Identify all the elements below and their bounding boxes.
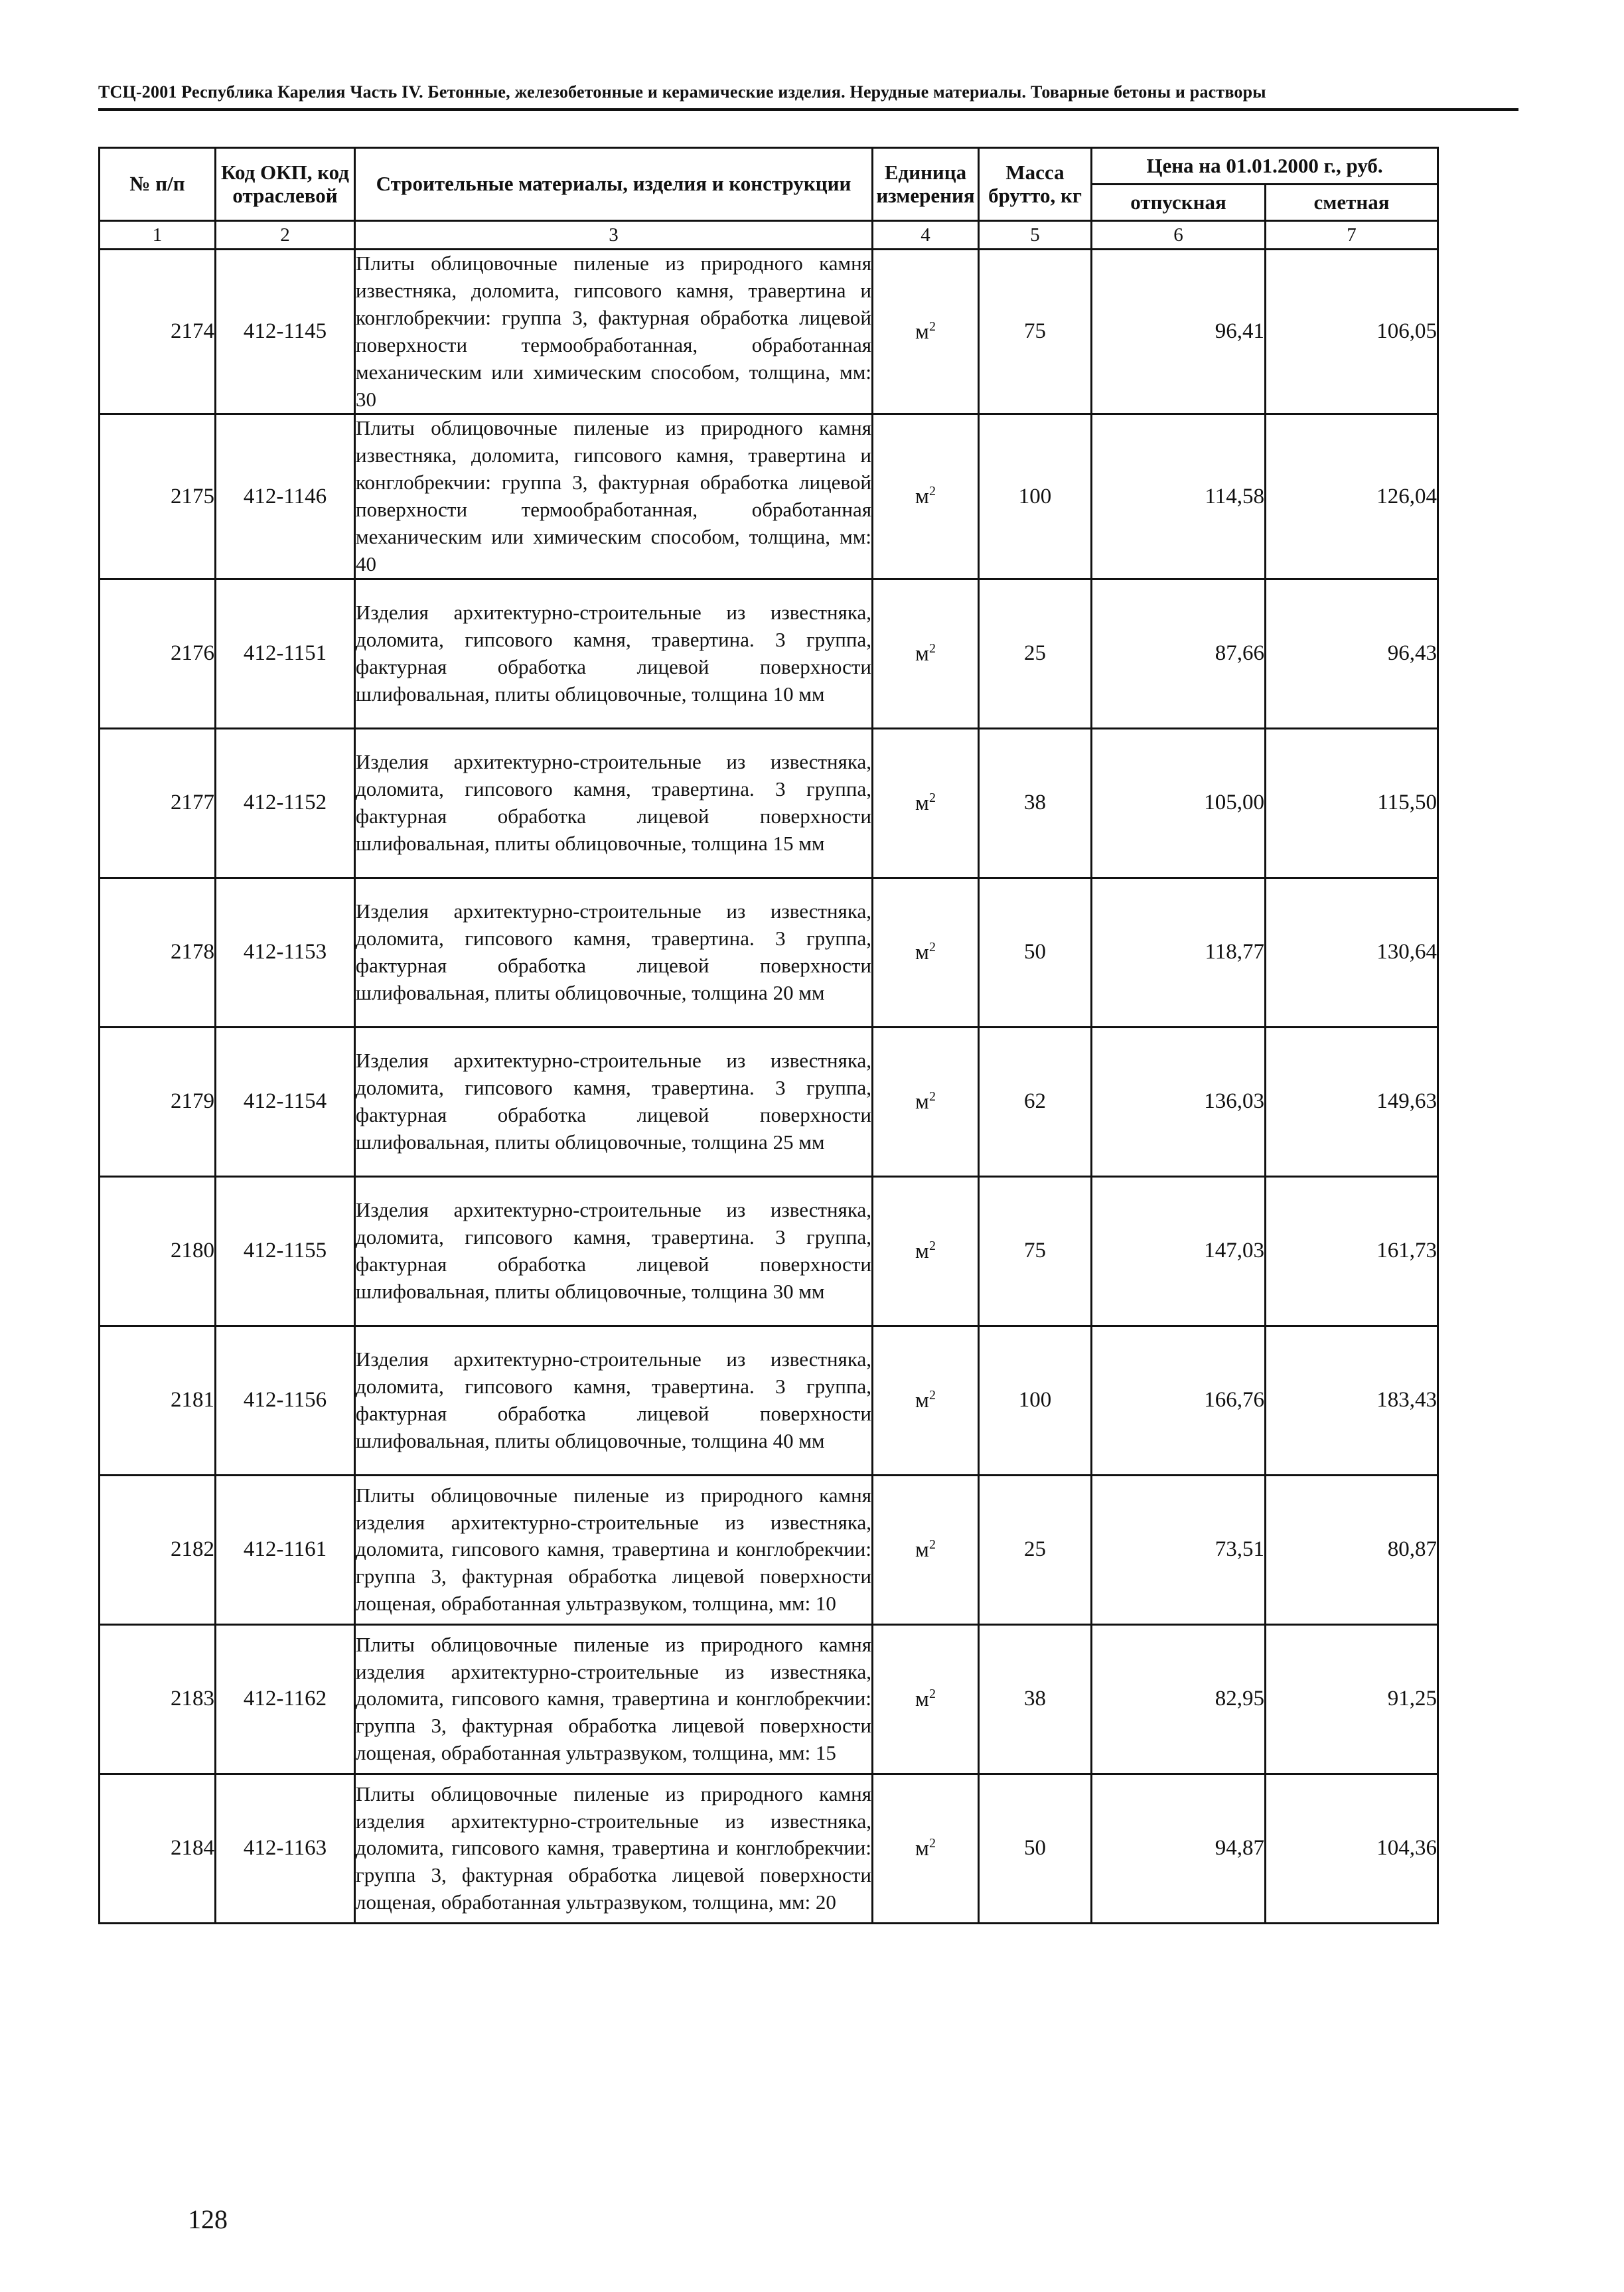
row-number-cell: 2176 (100, 579, 216, 728)
unit-superscript: 2 (928, 1387, 936, 1403)
material-description-cell: Плиты облицовочные пиленые из природного камня изделия архитектурно-строительные из известняка, доломита, гипсового камня, травертина и конглобрекчии: группа 3, фактурная обработка лицевой поверхности лощеная, обработанная ультразвуком, толщина, мм: 20 (355, 1774, 873, 1923)
unit-text: м (915, 1388, 929, 1413)
running-head: ТСЦ-2001 Республика Карелия Часть IV. Бетонные, железобетонные и керамические изделия. Нерудные материалы. Товарные бетоны и растворы (98, 82, 1266, 102)
unit-cell (873, 1027, 979, 1176)
unit-superscript: 2 (928, 1238, 936, 1253)
table-row (100, 1624, 1438, 1774)
unit-superscript: 2 (928, 484, 936, 499)
unit-cell (873, 728, 979, 878)
row-number-cell: 2174 (100, 250, 216, 414)
header-mass: Масса брутто, кг (979, 148, 1092, 221)
material-description-cell: Изделия архитектурно-строительные из известняка, доломита, гипсового камня, травертина. 3 группа, фактурная обработка лицевой поверхности шлифовальная, плиты облицовочные, толщина 25 мм (355, 1027, 873, 1176)
unit-text: м (915, 1239, 929, 1263)
unit-text: м (915, 940, 929, 964)
material-description-cell: Изделия архитектурно-строительные из известняка, доломита, гипсового камня, травертина. 3 группа, фактурная обработка лицевой поверхности шлифовальная, плиты облицовочные, толщина 30 мм (355, 1176, 873, 1326)
column-number: 4 (873, 221, 979, 250)
price-release-cell: 136,03 (1092, 1027, 1266, 1176)
unit-superscript: 2 (928, 790, 936, 805)
unit-cell (873, 1475, 979, 1624)
mass-cell: 100 (979, 414, 1092, 579)
mass-cell: 75 (979, 250, 1092, 414)
table-row (100, 1176, 1438, 1326)
unit-superscript: 2 (928, 1537, 936, 1552)
unit-superscript: 2 (928, 1089, 936, 1104)
price-release-cell: 166,76 (1092, 1326, 1266, 1475)
unit-superscript: 2 (928, 319, 936, 334)
row-number-cell: 2183 (100, 1624, 216, 1774)
okp-code-cell: 412-1145 (216, 250, 355, 414)
header-num: № п/п (100, 148, 216, 221)
price-release-cell: 82,95 (1092, 1624, 1266, 1774)
row-number-cell: 2180 (100, 1176, 216, 1326)
row-number-cell: 2182 (100, 1475, 216, 1624)
price-release-cell: 96,41 (1092, 250, 1266, 414)
header-okp-code: Код ОКП, код отраслевой (216, 148, 355, 221)
unit-cell (873, 878, 979, 1027)
price-estimate-cell: 106,05 (1266, 250, 1438, 414)
header-price-group: Цена на 01.01.2000 г., руб. (1092, 148, 1438, 185)
unit-cell (873, 250, 979, 414)
row-number-cell: 2175 (100, 414, 216, 579)
mass-cell: 50 (979, 878, 1092, 1027)
okp-code-cell: 412-1151 (216, 579, 355, 728)
mass-cell: 75 (979, 1176, 1092, 1326)
price-release-cell: 87,66 (1092, 579, 1266, 728)
price-estimate-cell: 91,25 (1266, 1624, 1438, 1774)
price-release-cell: 105,00 (1092, 728, 1266, 878)
column-number: 1 (100, 221, 216, 250)
okp-code-cell: 412-1154 (216, 1027, 355, 1176)
price-estimate-cell: 96,43 (1266, 579, 1438, 728)
table-row (100, 728, 1438, 878)
price-estimate-cell: 126,04 (1266, 414, 1438, 579)
header-price-release: отпускная (1092, 185, 1266, 221)
column-number: 6 (1092, 221, 1266, 250)
table-row (100, 1027, 1438, 1176)
price-estimate-cell: 115,50 (1266, 728, 1438, 878)
material-description-cell: Плиты облицовочные пиленые из природного камня изделия архитектурно-строительные из известняка, доломита, гипсового камня, травертина и конглобрекчии: группа 3, фактурная обработка лицевой поверхности лощеная, обработанная ультразвуком, толщина, мм: 10 (355, 1475, 873, 1624)
mass-cell: 100 (979, 1326, 1092, 1475)
price-estimate-cell: 149,63 (1266, 1027, 1438, 1176)
material-description-cell: Изделия архитектурно-строительные из известняка, доломита, гипсового камня, травертина. 3 группа, фактурная обработка лицевой поверхности шлифовальная, плиты облицовочные, толщина 15 мм (355, 728, 873, 878)
price-estimate-cell: 80,87 (1266, 1475, 1438, 1624)
row-number-cell: 2177 (100, 728, 216, 878)
okp-code-cell: 412-1161 (216, 1475, 355, 1624)
table-row (100, 878, 1438, 1027)
price-estimate-cell: 130,64 (1266, 878, 1438, 1027)
okp-code-cell: 412-1163 (216, 1774, 355, 1923)
price-estimate-cell: 183,43 (1266, 1326, 1438, 1475)
mass-cell: 25 (979, 1475, 1092, 1624)
unit-text: м (915, 1537, 929, 1562)
price-release-cell: 147,03 (1092, 1176, 1266, 1326)
page-number: 128 (188, 2204, 228, 2234)
price-release-cell: 73,51 (1092, 1475, 1266, 1624)
price-estimate-cell: 104,36 (1266, 1774, 1438, 1923)
column-number: 5 (979, 221, 1092, 250)
header-price-estimate: сметная (1266, 185, 1438, 221)
header-unit: Единица измерения (873, 148, 979, 221)
price-release-cell: 94,87 (1092, 1774, 1266, 1923)
mass-cell: 25 (979, 579, 1092, 728)
table-row (100, 1774, 1438, 1923)
row-number-cell: 2179 (100, 1027, 216, 1176)
unit-text: м (915, 791, 929, 815)
okp-code-cell: 412-1146 (216, 414, 355, 579)
okp-code-cell: 412-1155 (216, 1176, 355, 1326)
unit-superscript: 2 (928, 641, 936, 656)
row-number-cell: 2181 (100, 1326, 216, 1475)
table-row (100, 1475, 1438, 1624)
unit-cell (873, 1624, 979, 1774)
material-description-cell: Плиты облицовочные пиленые из природного камня известняка, доломита, гипсового камня, травертина и конглобрекчии: группа 3, фактурная обработка лицевой поверхности термообработанная, обработанная механическим или химическим способом, толщина, мм: 30 (355, 250, 873, 414)
table-row (100, 1326, 1438, 1475)
mass-cell: 38 (979, 1624, 1092, 1774)
okp-code-cell: 412-1162 (216, 1624, 355, 1774)
column-number: 2 (216, 221, 355, 250)
unit-superscript: 2 (928, 1835, 936, 1851)
table-body (100, 221, 1438, 1924)
price-estimate-cell: 161,73 (1266, 1176, 1438, 1326)
okp-code-cell: 412-1152 (216, 728, 355, 878)
unit-text: м (915, 1687, 929, 1711)
mass-cell: 38 (979, 728, 1092, 878)
table-row (100, 250, 1438, 414)
mass-cell: 50 (979, 1774, 1092, 1923)
unit-cell (873, 1176, 979, 1326)
price-table (98, 147, 1439, 1924)
price-release-cell: 114,58 (1092, 414, 1266, 579)
row-number-cell: 2184 (100, 1774, 216, 1923)
header-materials: Строительные материалы, изделия и конструкции (355, 148, 873, 221)
table-row (100, 414, 1438, 579)
unit-cell (873, 579, 979, 728)
header-rule (98, 108, 1518, 111)
material-description-cell: Изделия архитектурно-строительные из известняка, доломита, гипсового камня, травертина. 3 группа, фактурная обработка лицевой поверхности шлифовальная, плиты облицовочные, толщина 40 мм (355, 1326, 873, 1475)
mass-cell: 62 (979, 1027, 1092, 1176)
unit-cell (873, 1326, 979, 1475)
row-number-cell: 2178 (100, 878, 216, 1027)
unit-text: м (915, 1836, 929, 1861)
unit-cell (873, 1774, 979, 1923)
unit-cell (873, 414, 979, 579)
column-number: 7 (1266, 221, 1438, 250)
unit-superscript: 2 (928, 1686, 936, 1701)
unit-text: м (915, 485, 929, 509)
material-description-cell: Плиты облицовочные пиленые из природного камня известняка, доломита, гипсового камня, травертина и конглобрекчии: группа 3, фактурная обработка лицевой поверхности термообработанная, обработанная механическим или химическим способом, толщина, мм: 40 (355, 414, 873, 579)
unit-superscript: 2 (928, 939, 936, 955)
material-description-cell: Изделия архитектурно-строительные из известняка, доломита, гипсового камня, травертина. 3 группа, фактурная обработка лицевой поверхности шлифовальная, плиты облицовочные, толщина 10 мм (355, 579, 873, 728)
column-number-row (100, 221, 1438, 250)
unit-text: м (915, 641, 929, 666)
material-description-cell: Изделия архитектурно-строительные из известняка, доломита, гипсового камня, травертина. 3 группа, фактурная обработка лицевой поверхности шлифовальная, плиты облицовочные, толщина 20 мм (355, 878, 873, 1027)
okp-code-cell: 412-1156 (216, 1326, 355, 1475)
okp-code-cell: 412-1153 (216, 878, 355, 1027)
column-number: 3 (355, 221, 873, 250)
price-release-cell: 118,77 (1092, 878, 1266, 1027)
material-description-cell: Плиты облицовочные пиленые из природного камня изделия архитектурно-строительные из известняка, доломита, гипсового камня, травертина и конглобрекчии: группа 3, фактурная обработка лицевой поверхности лощеная, обработанная ультразвуком, толщина, мм: 15 (355, 1624, 873, 1774)
unit-text: м (915, 319, 929, 344)
table-row (100, 579, 1438, 728)
unit-text: м (915, 1089, 929, 1114)
